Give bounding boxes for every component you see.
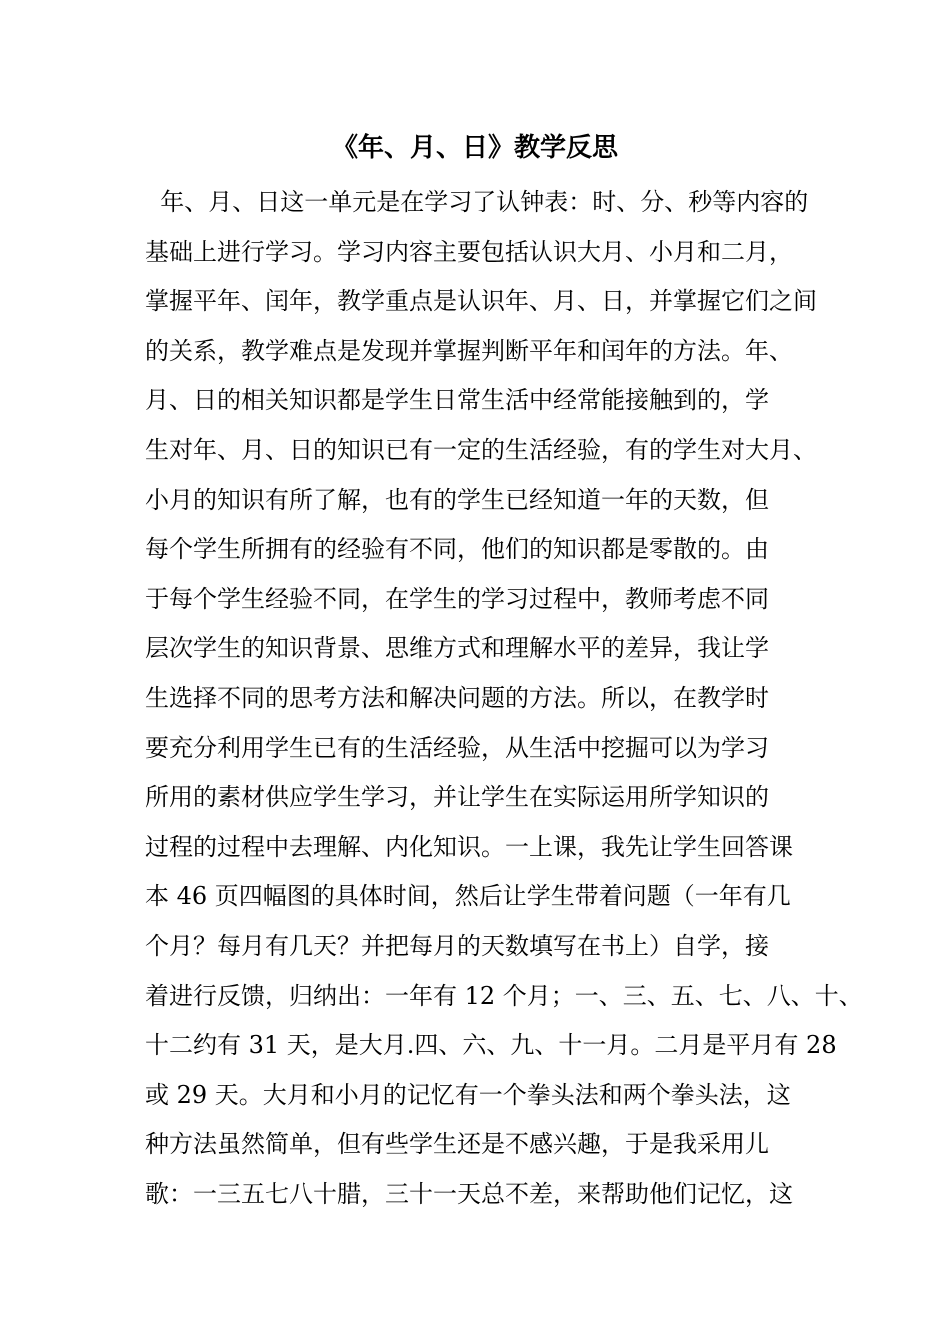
body-line: 歌：一三五七八十腊，三十一天总不差，来帮助他们记忆，这 [145, 1179, 793, 1208]
body-line: 或 29 天。大月和小月的记忆有一个拳头法和两个拳头法，这 [145, 1080, 791, 1109]
body-line: 掌握平年、闰年，教学重点是认识年、月、日，并掌握它们之间 [145, 287, 817, 316]
body-line: 种方法虽然简单，但有些学生还是不感兴趣，于是我采用儿 [145, 1130, 769, 1159]
body-line: 个月？每月有几天？并把每月的天数填写在书上）自学，接 [145, 931, 769, 960]
body-line: 十二约有 31 天，是大月.四、六、九、十一月。二月是平月有 28 [145, 1031, 837, 1060]
document-title: 《年、月、日》教学反思 [331, 133, 618, 163]
body-line: 所用的素材供应学生学习，并让学生在实际运用所学知识的 [145, 783, 769, 812]
body-line: 要充分利用学生已有的生活经验，从生活中挖掘可以为学习 [145, 733, 769, 762]
body-line: 的关系，教学难点是发现并掌握判断平年和闰年的方法。年、 [145, 336, 793, 365]
body-line: 生对年、月、日的知识已有一定的生活经验，有的学生对大月、 [145, 435, 817, 464]
body-line: 于每个学生经验不同，在学生的学习过程中，教师考虑不同 [145, 584, 769, 613]
body-line: 生选择不同的思考方法和解决问题的方法。所以，在教学时 [145, 683, 769, 712]
body-line: 本 46 页四幅图的具体时间，然后让学生带着问题（一年有几 [145, 882, 791, 911]
body-line: 过程的过程中去理解、内化知识。一上课，我先让学生回答课 [145, 832, 793, 861]
body-line: 每个学生所拥有的经验有不同，他们的知识都是零散的。由 [145, 535, 769, 564]
body-line: 小月的知识有所了解，也有的学生已经知道一年的天数，但 [145, 485, 769, 514]
body-line: 基础上进行学习。学习内容主要包括认识大月、小月和二月， [145, 237, 793, 266]
body-line: 着进行反馈，归纳出：一年有 12 个月；一、三、五、七、八、十、 [145, 981, 863, 1010]
body-line: 层次学生的知识背景、思维方式和理解水平的差异，我让学 [145, 634, 769, 663]
document-body [145, 178, 863, 1219]
body-line: 年、月、日这一单元是在学习了认钟表：时、分、秒等内容的 [145, 188, 809, 216]
body-line: 月、日的相关知识都是学生日常生活中经常能接触到的，学 [145, 386, 769, 415]
